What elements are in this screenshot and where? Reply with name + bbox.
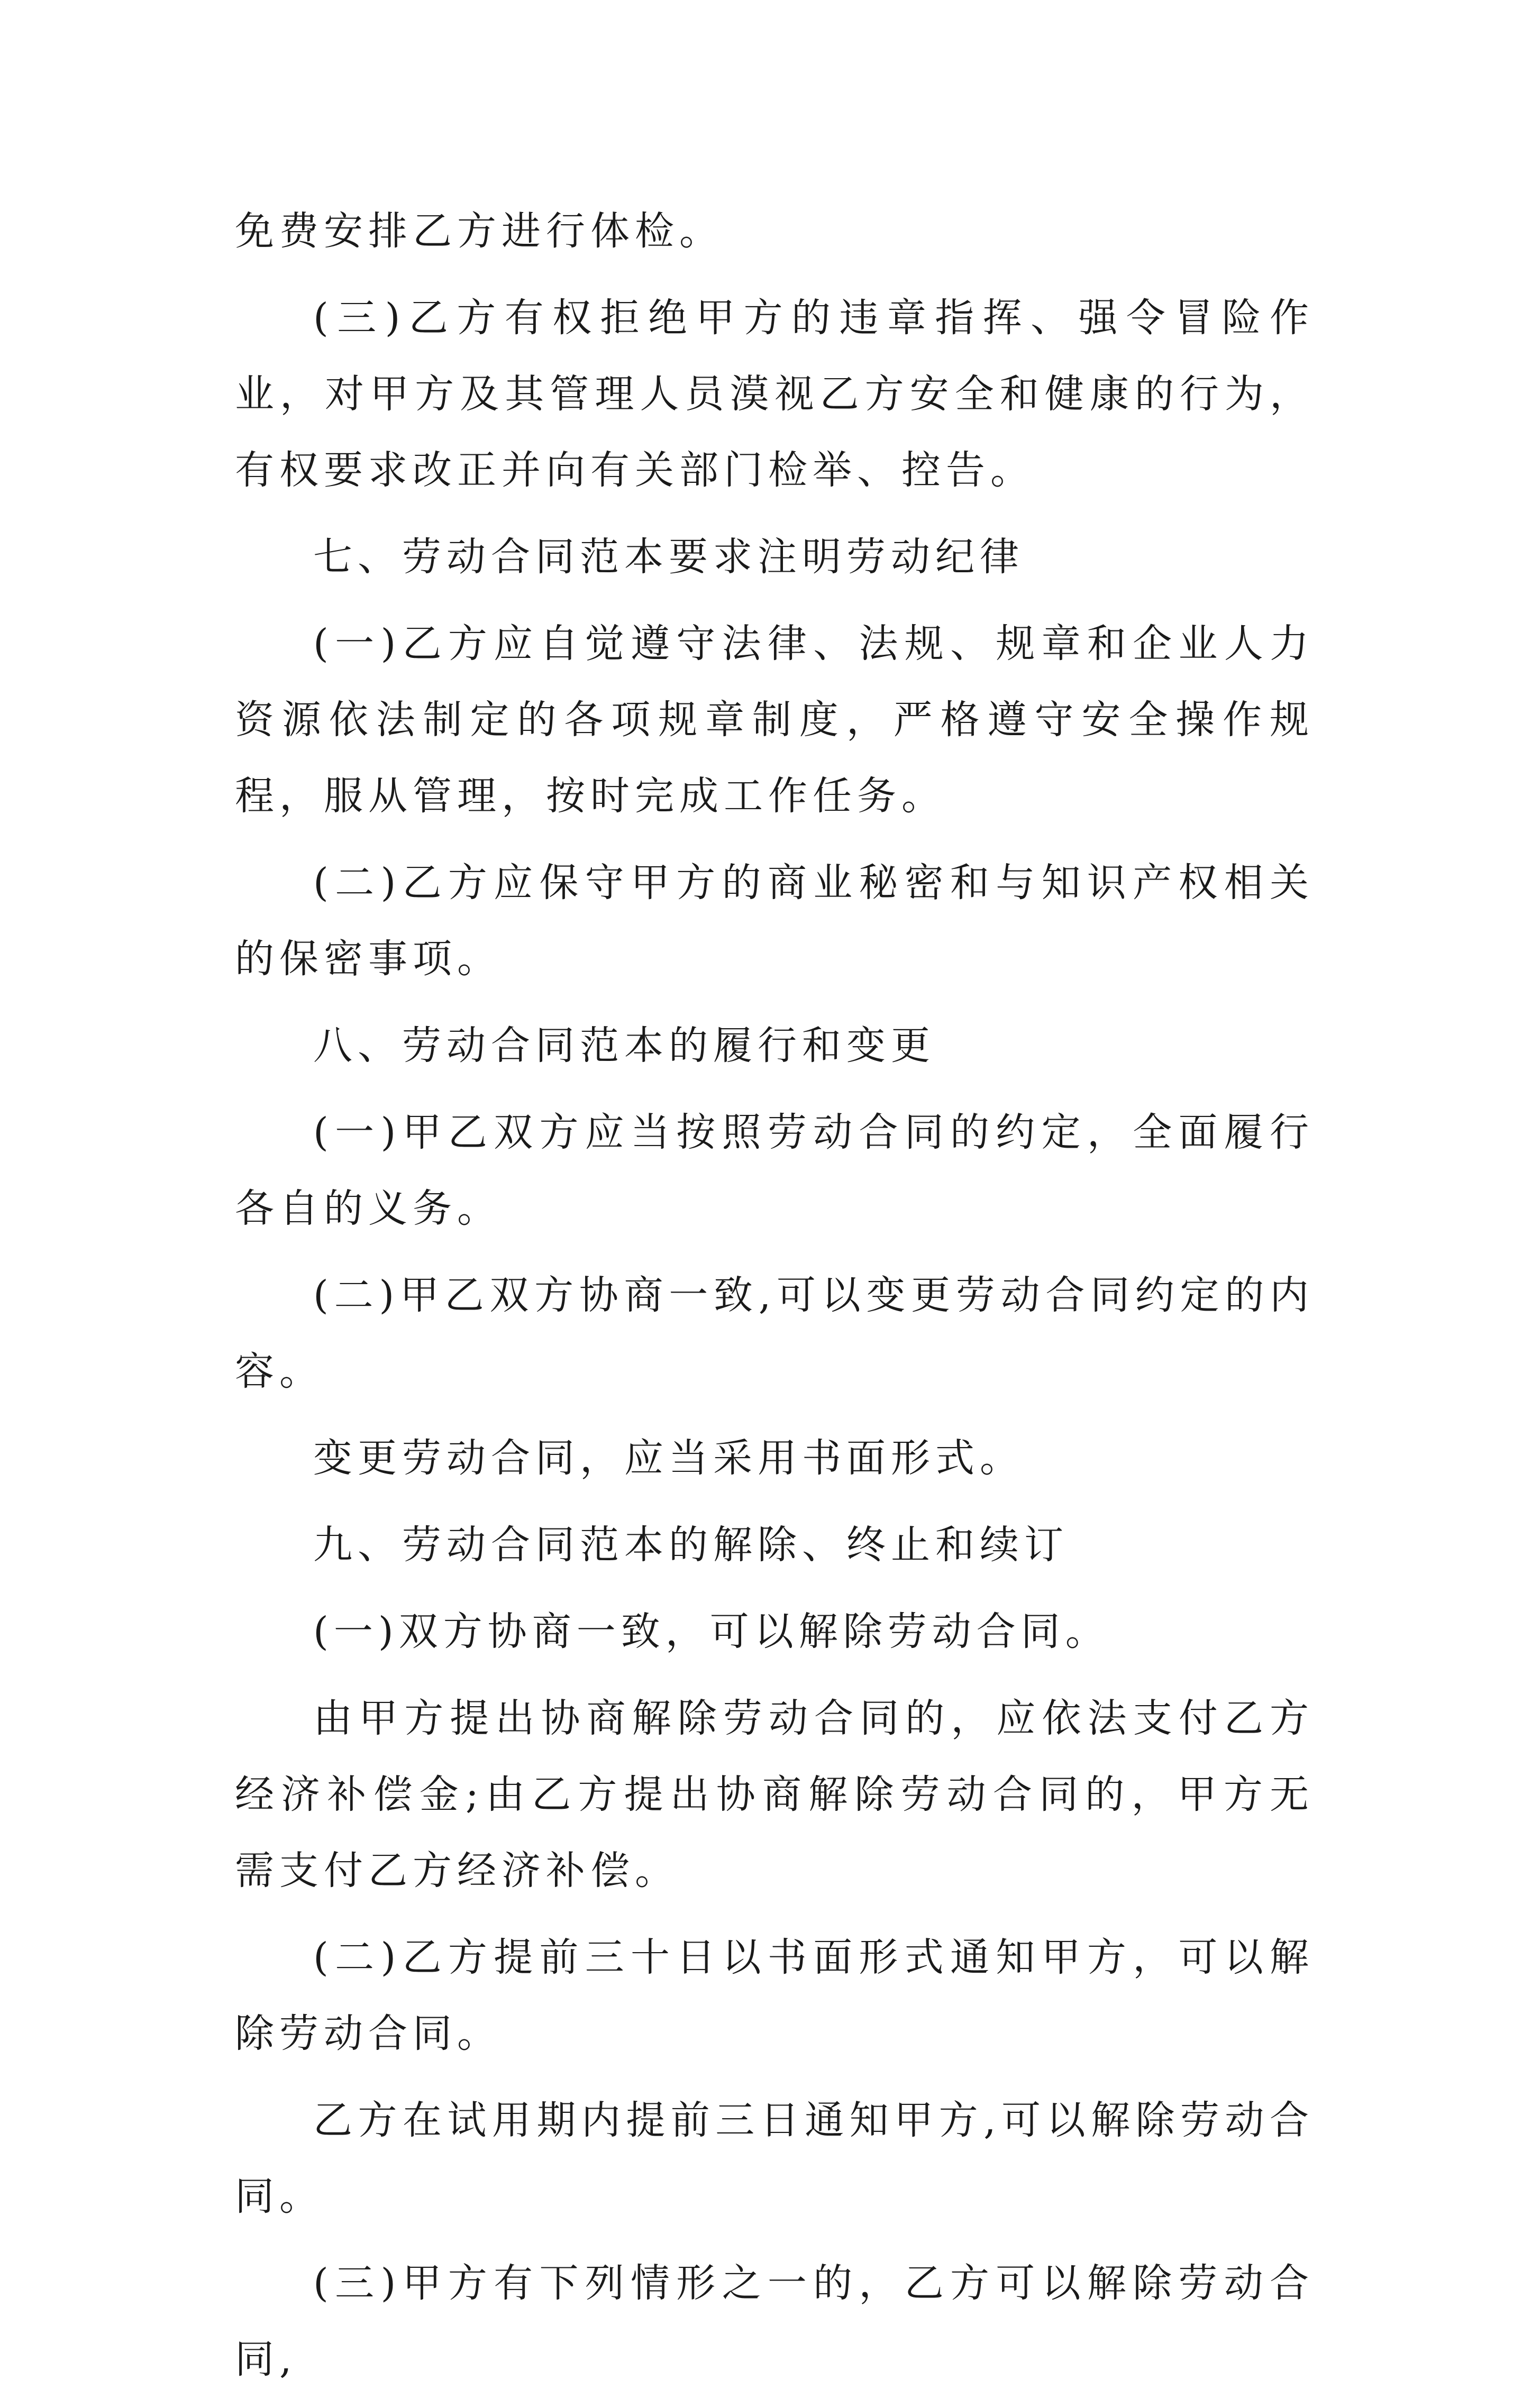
paragraph: 免费安排乙方进行体检。 <box>235 208 724 254</box>
paragraph: (一)甲乙双方应当按照劳动合同的约定，全面履行各自的义务。 <box>235 1110 1314 1231</box>
paragraph: (三)甲方有下列情形之一的，乙方可以解除劳动合同, <box>235 2260 1314 2382</box>
paragraph: (三)乙方有权拒绝甲方的违章指挥、强令冒险作业，对甲方及其管理人员漠视乙方安全和健康的行为，有权要求改正并向有关部门检举、控告。 <box>235 295 1314 493</box>
section-heading: 八、劳动合同范本的履行和变更 <box>313 1023 935 1068</box>
paragraph: 由甲方提出协商解除劳动合同的，应依法支付乙方经济补偿金;由乙方提出协商解除劳动合同的，甲方无需支付乙方经济补偿。 <box>235 1696 1314 1893</box>
section-heading: 七、劳动合同范本要求注明劳动纪律 <box>313 534 1024 580</box>
paragraph: 乙方在试用期内提前三日通知甲方,可以解除劳动合同。 <box>235 2098 1314 2219</box>
paragraph: (二)甲乙双方协商一致,可以变更劳动合同约定的内容。 <box>235 1272 1314 1394</box>
paragraph: (一)双方协商一致，可以解除劳动合同。 <box>313 1609 1110 1654</box>
paragraph: (二)乙方提前三十日以书面形式通知甲方，可以解除劳动合同。 <box>235 1935 1314 2056</box>
document-body <box>235 193 1314 2408</box>
paragraph: (一)乙方应自觉遵守法律、法规、规章和企业人力资源依法制定的各项规章制度，严格遵守安全操作规程，服从管理，按时完成工作任务。 <box>235 621 1314 819</box>
section-heading: 九、劳动合同范本的解除、终止和续订 <box>313 1522 1069 1568</box>
paragraph: (二)乙方应保守甲方的商业秘密和与知识产权相关的保密事项。 <box>235 860 1314 982</box>
paragraph: 变更劳动合同，应当采用书面形式。 <box>313 1435 1024 1481</box>
